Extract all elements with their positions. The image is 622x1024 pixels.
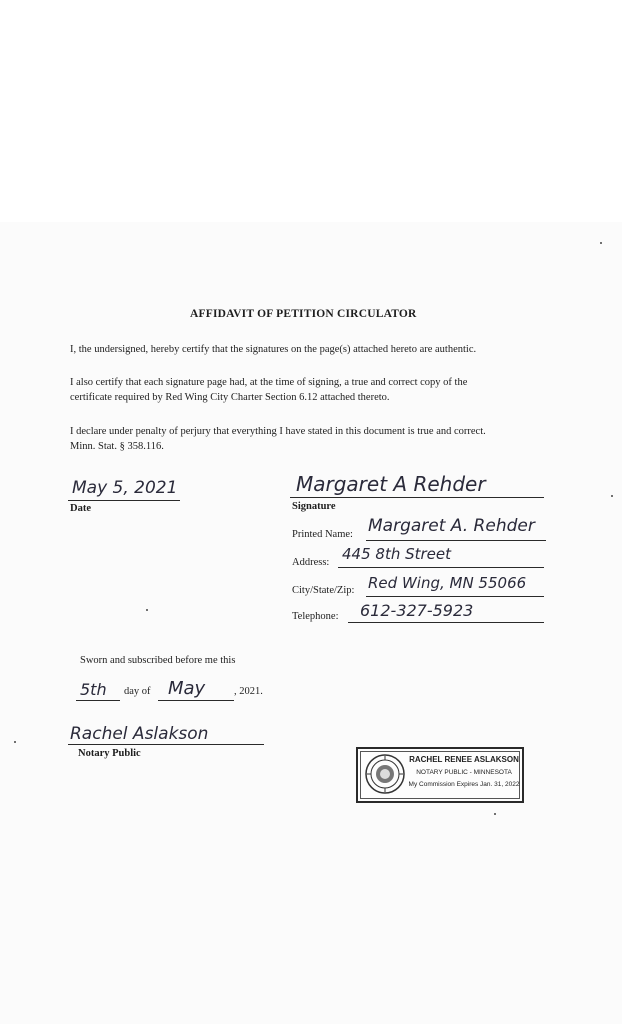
telephone-value: 612-327-5923: [360, 601, 474, 620]
signature-label: Signature: [292, 501, 336, 512]
notary-seal-icon: [364, 753, 406, 795]
certify-paragraph: I, the undersigned, hereby certify that the signatures on the page(s) attached hereto are authentic.: [70, 344, 477, 355]
declaration-line-2: Minn. Stat. § 358.116.: [70, 441, 164, 452]
date-line: [68, 500, 180, 501]
notary-stamp: [356, 747, 524, 803]
city-state-zip-value: Red Wing, MN 55066: [368, 574, 527, 592]
notary-month: May: [168, 678, 206, 699]
notary-signature: Rachel Aslakson: [70, 724, 209, 744]
address-line: [338, 567, 544, 568]
city-state-zip-label: City/State/Zip:: [292, 585, 355, 596]
telephone-label: Telephone:: [292, 611, 339, 622]
circulator-signature: Margaret A Rehder: [296, 472, 486, 496]
notary-day-line: [76, 700, 120, 701]
telephone-line: [348, 622, 544, 623]
document-title: AFFIDAVIT OF PETITION CIRCULATOR: [190, 308, 417, 320]
date-label: Date: [70, 503, 91, 514]
year-suffix: , 2021.: [234, 686, 263, 697]
address-value: 445 8th Street: [342, 545, 452, 563]
scan-speck: [600, 242, 602, 244]
date-handwritten: May 5, 2021: [72, 478, 178, 498]
stamp-title: NOTARY PUBLIC - MINNESOTA: [416, 769, 512, 776]
stamp-name: RACHEL RENEE ASLAKSON: [409, 755, 519, 764]
notary-signature-line: [68, 744, 264, 745]
declaration-line-1: I declare under penalty of perjury that everything I have stated in this document is true and correct.: [70, 426, 486, 437]
scan-speck: [494, 813, 496, 815]
also-certify-line-2: certificate required by Red Wing City Charter Section 6.12 attached thereto.: [70, 392, 390, 403]
scan-speck: [146, 609, 148, 611]
also-certify-line-1: I also certify that each signature page had, at the time of signing, a true and correct copy of the: [70, 377, 468, 388]
stamp-expiry: My Commission Expires Jan. 31, 2022: [408, 781, 520, 788]
address-label: Address:: [292, 557, 330, 568]
printed-name-value: Margaret A. Rehder: [368, 516, 535, 536]
city-state-zip-line: [366, 596, 544, 597]
printed-name-line: [366, 540, 546, 541]
notary-public-label: Notary Public: [78, 748, 141, 759]
scan-speck: [14, 741, 16, 743]
scan-speck: [611, 495, 613, 497]
notary-month-line: [158, 700, 234, 701]
day-of-label: day of: [124, 686, 151, 697]
sworn-text: Sworn and subscribed before me this: [80, 655, 236, 666]
printed-name-label: Printed Name:: [292, 529, 353, 540]
notary-day: 5th: [80, 680, 107, 699]
signature-line: [290, 497, 544, 498]
